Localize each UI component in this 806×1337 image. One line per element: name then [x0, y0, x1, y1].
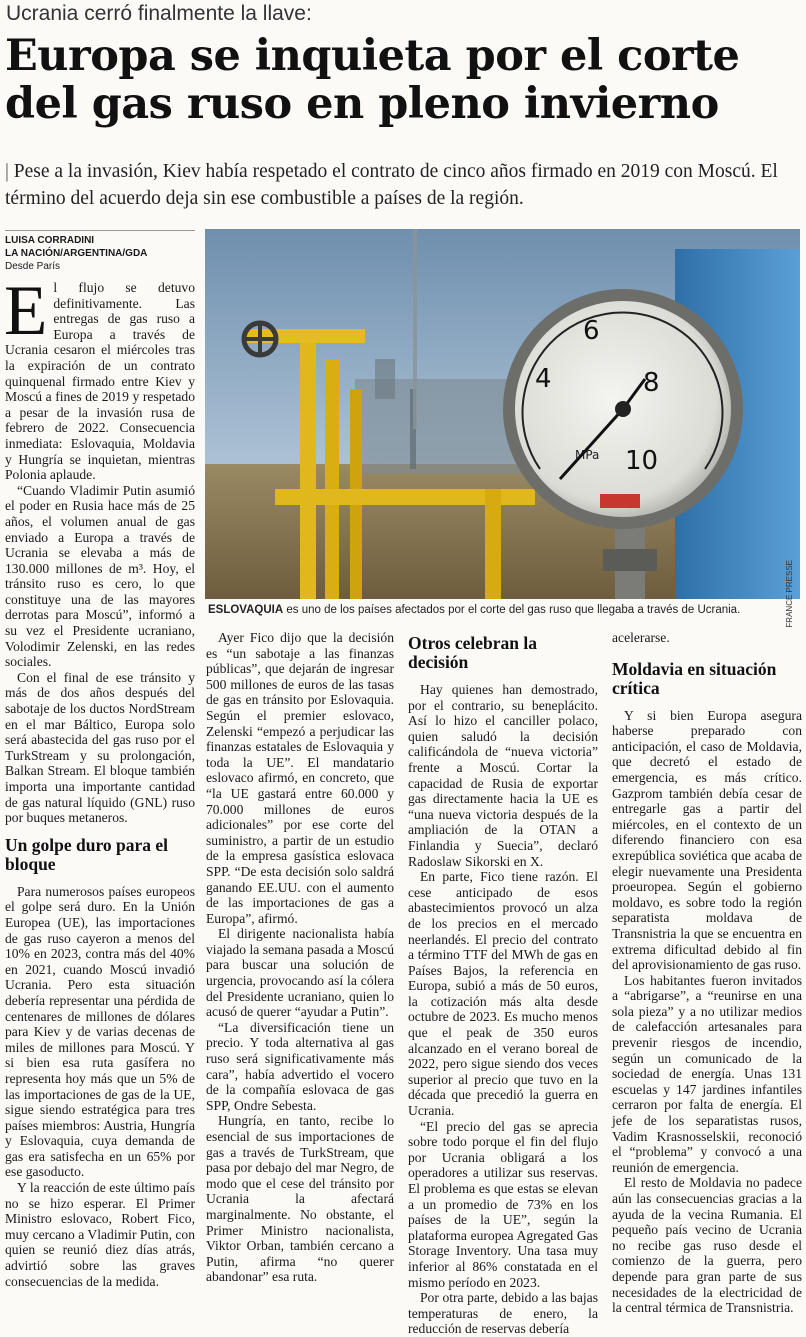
photo-credit: FRANCE PRESSE: [785, 560, 794, 628]
gauge-number-8: 8: [643, 368, 660, 398]
paragraph: Con el final de ese tránsito y más de dos años después del sabotaje de los ductos NordStream en el mar Báltico, Europa solo será abastecida del gas ruso por el TurkStream y su prolongación, Balkan Stream. El bloque también importa una importante cantidad de gas natural líquido (GNL) ruso por buques metaneros.: [5, 669, 195, 826]
paragraph: Ayer Fico dijo que la decisión es “un sabotaje a las finanzas públicas”, que dejarán de ingresar 500 millones de euros de las tasas de gas en tránsito por Eslovaquia. Según el premier eslovaco, Zelenski “empezó a perjudicar las finanzas estatales de Eslovaquia y toda la UE”. El mandatario eslovaco afirmó, en concreto, que “la UE gastará entre 60.000 y 70.000 millones de euros adicionales” por ese corte del suministro, a partir de un estudio de la empresa gasística eslovaca SPP. “De esta decisión solo saldrá ganando EE.UU. con el aumento de las importaciones de gas a Europa”, afirmó.: [206, 630, 394, 926]
gauge-number-10: 10: [625, 446, 659, 476]
paragraph: El resto de Moldavia no padece aún las consecuencias gracias a la ayuda de la vecina Rumania. El pequeño país vecino de Ucrania no recibe gas ruso desde el comienzo de la guerra, pero depende para gran parte de sus necesidades de la electricidad de la central térmica de Transnistria.: [612, 1175, 802, 1316]
paragraph: Hungría, en tanto, recibe lo esencial de sus importaciones de gas a través de TurkStream, que pasa por debajo del mar Negro, de modo que el cese del tránsito por Ucrania la afectará marginalmente. No obstante, el Primer Ministro nacionalista, Viktor Orban, también cercano a Putin, afirma “no querer abandonar” esa ruta.: [206, 1113, 394, 1285]
deck-text: Pese a la invasión, Kiev había respetado el contrato de cinco años firmado en 2019 con Moscú. El término del acuerdo deja sin ese combustible a países de la región.: [5, 161, 778, 209]
caption-lead: ESLOVAQUIA: [208, 604, 284, 616]
article-column-3: [408, 634, 598, 1337]
article-column-4: [612, 630, 802, 1316]
paragraph: “La diversificación tiene un precio. Y toda alternativa al gas ruso será significativamente más cara”, había advertido el vocero de la compañía eslovaca de gas SPP, Ondre Sebesta.: [206, 1019, 394, 1113]
paragraph: Y si bien Europa asegura haberse preparado con anticipación, el caso de Moldavia, que decretó el estado de emergencia, es más crítico. Gazprom también debía cesar de entregarle gas a partir del miércoles, en el contexto de un diferendo financiero con esa exrepública soviética que acaba de elegir nuevamente una Presidenta proeuropea. Según el gobierno moldavo, es sobre todo la región separatista moldava de Transnistria la que se encuentra en extrema dificultad debido al fin del aprovisionamiento de gas ruso.: [612, 707, 802, 973]
article-column-2: [206, 630, 394, 1285]
deck: [5, 158, 801, 212]
photo-illustration: [205, 229, 800, 599]
paragraph: Para numerosos países europeos el golpe será duro. En la Unión Europea (UE), las importaciones de gas ruso cayeron a menos del 10% en 2023, contra más del 40% en 2021, cuando Moscú invadió Ucrania. Pero esta situación debería representar una pérdida de centenares de millones de dólares para Kiev y de varias decenas de miles de millones para Moscú. Y si bien esa ruta gasífera no representa hoy más que un 5% de las importaciones de gas de la UE, sigue siendo estratégica para tres países miembros: Austria, Hungría y Eslovaquia, cuya demanda de gas era satisfecha en un 65% por ese gasoducto.: [5, 883, 195, 1180]
gas-pressure-gauge-photo: [205, 229, 800, 599]
caption-text: es uno de los países afectados por el corte del gas ruso que llegaba a través de Ucrania.: [283, 604, 741, 616]
byline-dateline: Desde París: [5, 261, 61, 272]
paragraph: Por otra parte, debido a las bajas temperaturas de enero, la reducción de reservas debería: [408, 1290, 598, 1337]
headline: Europa se inquieta por el corte del gas ruso en pleno invierno: [5, 31, 740, 129]
subheading: Moldavia en situación crítica: [612, 658, 777, 698]
dropcap: E: [4, 272, 48, 350]
gauge-number-6: 6: [583, 316, 600, 346]
kicker: Ucrania cerró finalmente la llave:: [6, 2, 312, 25]
byline: [5, 230, 195, 273]
gauge-unit: MPa: [575, 448, 600, 462]
paragraph: El dirigente nacionalista había viajado la semana pasada a Moscú para buscar una solución de urgencia, provocando así la cólera del Presidente ucraniano, quien lo acusó de querer “ayudar a Putin”.: [206, 926, 394, 1020]
article-column-1: [4, 272, 196, 1289]
paragraph: El flujo se detuvo definitivamente. Las entregas de gas ruso a Europa a través de Ucrania cesaron el miércoles tras la expiración de un contrato quinquenal firmado entre Kiev y Moscú a fines de 2019 y respetado a pesar de la invasión rusa de febrero de 2022. Consecuencia inmediata: Eslovaquia, Moldavia y Hungría se inquietan, mientras Polonia aplaude.: [4, 272, 195, 483]
deck-bar: |: [5, 161, 9, 182]
byline-author: LUISA CORRADINI: [5, 235, 95, 246]
paragraph: “Cuando Vladimir Putin asumió el poder en Rusia hace más de 25 años, el volumen anual de gas enviado a Europa a través de Ucrania se elevaba a más de 130.000 millones de m³. Hoy, el tránsito ruso es cero, lo que constituye una de las mayores derrotas para Moscú”, informó a su vez el Presidente ucraniano, Volodimir Zelenski, en las redes sociales.: [5, 482, 195, 670]
subheading: Un golpe duro para el bloque: [5, 834, 169, 874]
paragraph: acelerarse.: [612, 630, 670, 645]
photo-caption: [208, 603, 800, 617]
paragraph: Hay quienes han demostrado, por el contrario, su beneplácito. Así lo hizo el canciller polaco, quien saludó la decisión calificándola de “nueva victoria” frente a Moscú. Cortar la capacidad de Rusia de exportar gas directamente hacia la UE es “una nueva victoria después de la ampliación de la OTAN a Finlandia y Suecia”, declaró Radoslaw Sikorski en X.: [408, 682, 598, 869]
paragraph: En parte, Fico tiene razón. El cese anticipado de esos abastecimientos provocó un alza de los precios en el mercado neerlandés. El precio del contrato a término TTF del MWh de gas en Países Bajos, la referencia en Europa, subió a más de 50 euros, la cotización más alta desde octubre de 2023. Es mucho menos que el peak de 350 euros alcanzado en el verano boreal de 2022, pero sigue siendo dos veces superior al precio que tuvo en la década que precedió la guerra en Ucrania.: [408, 869, 598, 1119]
paragraph: Y la reacción de este último país no se hizo esperar. El Primer Ministro eslovaco, Robert Fico, muy cercano a Vladimir Putin, con quien se reunió diez días atrás, advirtió sobre las graves consecuencias de la medida.: [5, 1180, 196, 1289]
paragraph: “El precio del gas se aprecia sobre todo porque el fin del flujo por Ucrania obligará a los operadores a utilizar sus reservas. El problema es que estas se elevan a un promedio de 73% en los países de la UE”, según la plataforma europea Agregated Gas Storage Inventory. Una tasa muy inferior al 86% constatada en el mismo período en 2023.: [408, 1118, 598, 1290]
subheading: Otros celebran la decisión: [408, 633, 537, 672]
gauge-number-4: 4: [535, 364, 552, 394]
byline-outlet: LA NACIÓN/ARGENTINA/GDA: [5, 248, 148, 259]
paragraph: Los habitantes fueron invitados a “abrigarse”, a “reunirse en una sola pieza” y a no utilizar medios de calefacción artesanales para prevenir riesgos de incendio, según un comunicado de la sociedad de energía. Unas 131 escuelas y 147 jardines infantiles cerraron por falta de energía. El jefe de los separatistas rusos, Vadim Krasnosselskii, reconoció el “problema” y convocó a una reunión de emergencia.: [612, 972, 802, 1175]
